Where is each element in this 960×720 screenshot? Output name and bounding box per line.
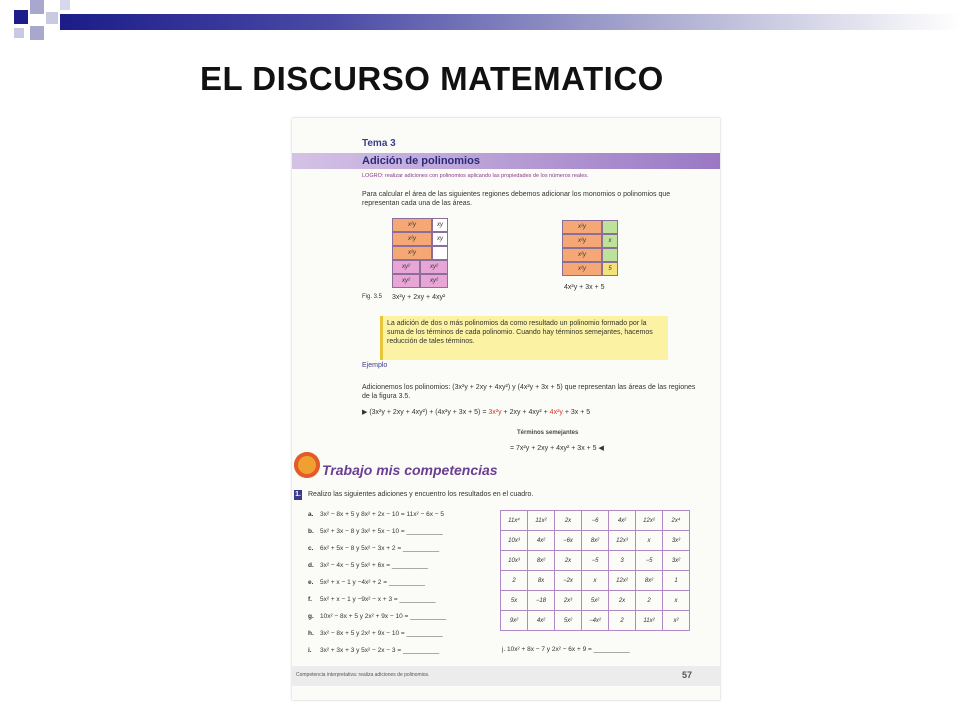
grid-cell: xy: [432, 218, 448, 232]
exercise-text: 6x² + 5x − 8 y 5x² − 3x + 2 = __________: [320, 545, 440, 552]
exercise-label: f.: [308, 596, 312, 603]
figure-grid-2: [562, 220, 618, 276]
step-prefix: ▶ (3x²y + 2xy + 4xy²) + (4x²y + 3x + 5) =: [362, 409, 489, 416]
deco-square: [60, 0, 70, 10]
exercise-item: [308, 557, 446, 574]
figure-grid-1: [392, 218, 448, 288]
exercise-item: [308, 523, 446, 540]
answer-cell: −6: [582, 511, 609, 531]
answer-cell: 10x³: [501, 551, 528, 571]
exercise-text: 3x² − 8x + 5 y 2x² + 9x − 10 = __________: [320, 630, 443, 637]
exercise-label: a.: [308, 511, 314, 518]
grid-cell: x²y: [392, 218, 432, 232]
grid-cell: [432, 246, 448, 260]
answer-cell: 5x: [501, 591, 528, 611]
answer-cell: 8x²: [582, 531, 609, 551]
answer-cell: −5: [636, 551, 663, 571]
step-mid: + 2xy + 4xy² +: [501, 409, 550, 416]
grid-cell: xy²: [420, 274, 448, 288]
grid-cell: x²y: [562, 234, 602, 248]
grid-cell: [602, 248, 618, 262]
answer-cell: 12x²: [636, 511, 663, 531]
exercise-label: b.: [308, 528, 314, 535]
deco-square: [14, 10, 28, 24]
step-term-1: 3x²y: [488, 409, 502, 416]
answer-cell: −4x²: [582, 611, 609, 631]
grid-cell: x²y: [562, 248, 602, 262]
definition-box: La adición de dos o más polinomios da como resultado un polinomio formado por la suma de los términos de cada polinomio. Cuando hay términos semejantes, hacemos reducción de tales términos.: [380, 316, 668, 360]
answer-cell: 11x²: [528, 511, 555, 531]
deco-square: [30, 0, 44, 14]
exercise-text: 10x² − 8x + 5 y 2x² + 9x − 10 = __________: [320, 613, 447, 620]
answer-cell: x: [663, 591, 690, 611]
exercise-text: 5x² + 3x − 8 y 3x² + 5x − 10 = __________: [320, 528, 443, 535]
title-bar: [60, 14, 960, 30]
logro-text: LOGRO: realizar adiciones con polinomios aplicando las propiedades de los números reales.: [362, 173, 589, 179]
intro-text: Para calcular el área de las siguientes regiones debemos adicionar los monomios o polinomios que representan cada una de las áreas.: [362, 191, 671, 207]
slide-title: EL DISCURSO MATEMATICO: [200, 60, 664, 97]
answer-cell: 8x: [528, 571, 555, 591]
grid-cell: x²y: [392, 232, 432, 246]
answer-cell: 5x²: [582, 591, 609, 611]
exercise-text: 5x² + x − 1 y −9x² − x + 3 = __________: [320, 596, 436, 603]
answer-row: [501, 531, 690, 551]
footer-text: Competencia interpretativa: realiza adiciones de polinomios.: [296, 672, 430, 678]
answer-cell: 1: [663, 571, 690, 591]
exercise-item: [308, 608, 446, 625]
competencias-heading: Trabajo mis competencias: [322, 462, 498, 478]
exercise-item: [308, 574, 446, 591]
answer-row: [501, 571, 690, 591]
figure-formula-2: 4x²y + 3x + 5: [564, 284, 605, 291]
exercise-text: 3x² − 8x + 5 y 8x² + 2x − 10 = 11x² − 6x − 5: [320, 511, 444, 518]
answer-cell: x: [636, 531, 663, 551]
answer-cell: 5x²: [555, 611, 582, 631]
step-term-2: 4x²y: [549, 409, 563, 416]
exercise-text: 3x² + 3x + 3 y 5x² − 2x − 3 = __________: [320, 647, 440, 654]
ejemplo-label: Ejemplo: [362, 362, 388, 369]
step-suffix: + 3x + 5: [562, 409, 591, 416]
exercise-j: j. 10x² + 8x − 7 y 2x² − 6x + 9 = __________: [502, 646, 630, 653]
answer-cell: −6x: [555, 531, 582, 551]
answer-cell: 8x²: [636, 571, 663, 591]
answer-cell: 2x⁴: [663, 511, 690, 531]
answer-cell: 11x⁴: [501, 511, 528, 531]
exercise-label: d.: [308, 562, 314, 569]
grid-cell: xy: [432, 232, 448, 246]
exercise-number: 1.: [295, 491, 301, 498]
exercise-label: h.: [308, 630, 314, 637]
answer-cell: −2x: [555, 571, 582, 591]
exercise-item: [308, 642, 446, 659]
answer-cell: 2x: [555, 551, 582, 571]
grid-cell: xy²: [392, 274, 420, 288]
terminos-label: Términos semejantes: [517, 430, 579, 436]
answer-row: [501, 511, 690, 531]
exercise-list: [308, 506, 446, 659]
grid-cell: xy²: [392, 260, 420, 274]
answer-cell: 4x²: [609, 511, 636, 531]
exercise-label: c.: [308, 545, 314, 552]
deco-square: [30, 26, 44, 40]
grid-cell: [602, 220, 618, 234]
answer-cell: x²: [663, 611, 690, 631]
answer-cell: 12x³: [609, 531, 636, 551]
exercise-instruction: Realizo las siguientes adiciones y encuentro los resultados en el cuadro.: [308, 491, 534, 498]
textbook-page: [292, 118, 720, 700]
answer-cell: 11x²: [636, 611, 663, 631]
exercise-label: g.: [308, 613, 314, 620]
competencias-icon: [294, 452, 320, 478]
answer-cell: 4x²: [528, 611, 555, 631]
answer-grid: [500, 510, 690, 631]
answer-cell: 2x³: [555, 591, 582, 611]
answer-cell: 10x³: [501, 531, 528, 551]
heading-band: [292, 153, 720, 169]
exercise-text: 3x² − 4x − 5 y 5x² + 6x = __________: [320, 562, 429, 569]
answer-cell: 2x: [555, 511, 582, 531]
answer-cell: 2: [501, 571, 528, 591]
answer-cell: 3x³: [663, 531, 690, 551]
grid-cell: x²y: [562, 262, 602, 276]
answer-cell: −18: [528, 591, 555, 611]
answer-row: [501, 551, 690, 571]
answer-cell: 3x²: [663, 551, 690, 571]
deco-square: [14, 28, 24, 38]
figure-label: Fig. 3.5: [362, 294, 383, 300]
answer-row: [501, 611, 690, 631]
exercise-label: e.: [308, 579, 314, 586]
section-heading: Adición de polinomios: [362, 155, 480, 167]
answer-row: [501, 591, 690, 611]
answer-cell: −5: [582, 551, 609, 571]
answer-cell: 2x: [609, 591, 636, 611]
exercise-item: [308, 625, 446, 642]
exercise-item: [308, 540, 446, 557]
grid-cell: x: [602, 234, 618, 248]
ejemplo-step: [362, 408, 590, 416]
page-number: 57: [682, 670, 693, 680]
answer-cell: 4x²: [528, 531, 555, 551]
answer-cell: 12x²: [609, 571, 636, 591]
exercise-text: 5x² + x − 1 y −4x² + 2 = __________: [320, 579, 425, 586]
answer-cell: 9x²: [501, 611, 528, 631]
tema-label: Tema 3: [362, 138, 396, 149]
ejemplo-text: Adicionemos los polinomios: (3x²y + 2xy + 4xy²) y (4x²y + 3x + 5) que representan las áreas de las regiones de la figura 3.5.: [362, 384, 696, 400]
ejemplo-result: = 7x²y + 2xy + 4xy² + 3x + 5 ◀: [510, 445, 604, 452]
exercise-item: [308, 506, 446, 523]
grid-cell: x²y: [392, 246, 432, 260]
answer-cell: 8x²: [528, 551, 555, 571]
deco-square: [46, 12, 58, 24]
answer-cell: 2: [636, 591, 663, 611]
grid-cell: xy²: [420, 260, 448, 274]
answer-cell: x: [582, 571, 609, 591]
exercise-label: i.: [308, 647, 312, 654]
grid-cell: x²y: [562, 220, 602, 234]
answer-cell: 3: [609, 551, 636, 571]
figure-formula-1: 3x²y + 2xy + 4xy²: [392, 294, 446, 301]
exercise-item: [308, 591, 446, 608]
answer-cell: 2: [609, 611, 636, 631]
grid-cell: 5: [602, 262, 618, 276]
title-decoration: [0, 0, 960, 60]
